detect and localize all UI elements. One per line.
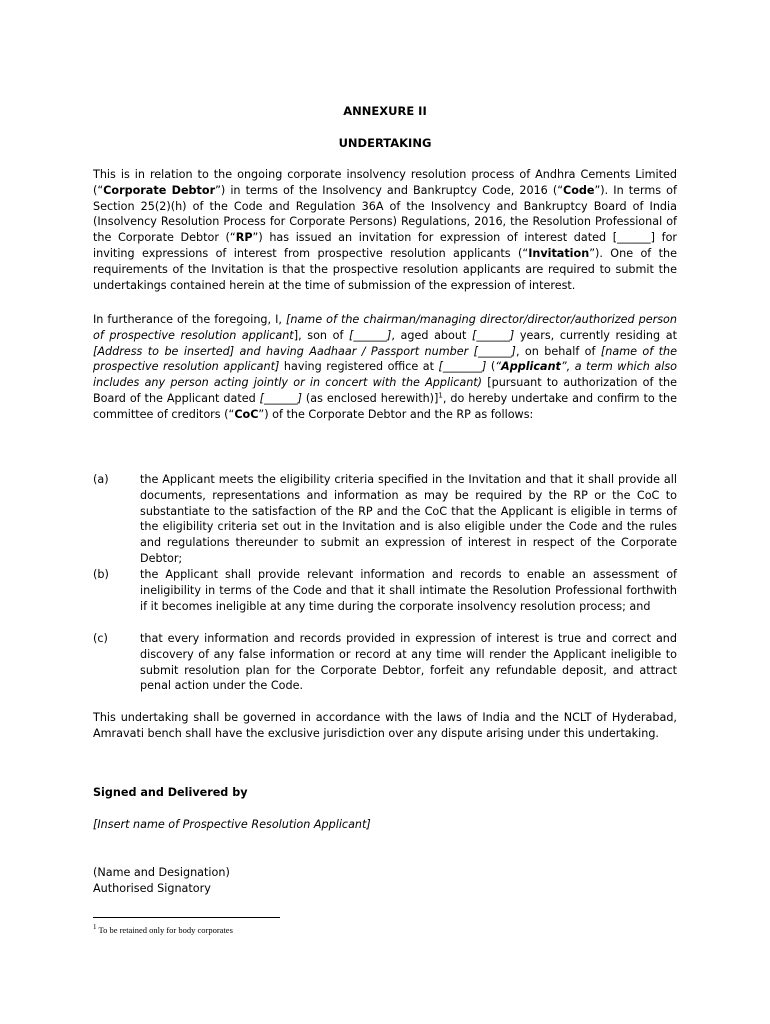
- list-item-text: the Applicant meets the eligibility criteria specified in the Invitation and that it shall provide all documents, representations and information as may be required by the RP or the CoC to substantiate to the satisfaction of the RP and the CoC that the Applicant is eligible in terms of the eligibility criteria set out in the Invitation and is also eligible under the Code and the rules and regulations thereunder to submit an expression of interest in respect of the Corporate Debtor;: [140, 473, 677, 565]
- footnote-divider: [93, 917, 280, 918]
- term-rp: RP: [235, 231, 253, 245]
- intro-paragraph: This is in relation to the ongoing corporate insolvency resolution process of Andhra Cements Limited (“Corporate Debtor”) in terms of the Insolvency and Bankruptcy Code, 2016 (“Code”). In terms of Section 25(2)(h) of the Code and Regulation 36A of the Insolvency and Bankruptcy Board of India (Insolvency Resolution Process for Corporate Persons) Regulations, 2016, the Resolution Professional of the Corporate Debtor (“RP”) has issued an invitation for expression of interest dated [______] for inviting expressions of interest from prospective resolution applicants (“Invitation”). One of the requirements of the Invitation is that the prospective resolution applicants are required to submit the undertakings contained herein at the time of submission of the expression of interest.: [93, 168, 678, 292]
- list-item-label: (c): [93, 632, 108, 645]
- governing-law-paragraph: This undertaking shall be governed in accordance with the laws of India and the NCLT of Hyderabad, Amravati bench shall have the exclusive jurisdiction over any dispute arising under this undertaking.: [93, 711, 677, 740]
- authorised-signatory-line: Authorised Signatory: [93, 882, 211, 895]
- list-item-text: that every information and records provided in expression of interest is true and correct and discovery of any false information or record at any time will render the Applicant ineligible to submit resolution plan for the Corporate Debtor, forfeit any refundable deposit, and attract penal action under the Code.: [140, 632, 677, 693]
- term-code: Code: [563, 183, 595, 197]
- applicant-name-placeholder: [Insert name of Prospective Resolution Applicant]: [93, 818, 371, 831]
- footnote-text: To be retained only for body corporates: [96, 925, 233, 935]
- footnote-reference: 1: [438, 391, 443, 400]
- name-designation-line: (Name and Designation): [93, 866, 230, 879]
- footnote: [93, 925, 233, 936]
- term-corporate-debtor: Corporate Debtor: [103, 183, 216, 197]
- list-item-label: (a): [93, 473, 109, 486]
- term-invitation: Invitation: [528, 246, 590, 260]
- footnote-number: 1: [93, 923, 97, 932]
- undertaking-title: UNDERTAKING: [338, 136, 432, 150]
- term-coc: CoC: [234, 407, 259, 421]
- annexure-heading: ANNEXURE II: [343, 104, 427, 118]
- furtherance-paragraph: In furtherance of the foregoing, I, [name of the chairman/managing director/director/authorized person of prospective resolution applicant], son of [______], aged about [______] years, currently residing at [Address to be inserted] and having Aadhaar / Passport number [______], on behalf of [name of the prospective resolution applicant] having registered office at [_______] (“Applicant”, a term which also includes any person acting jointly or in concert with the Applicant) [pursuant to authorization of the Board of the Applicant dated [______] (as enclosed herewith)]$^1$, do hereby undertake and confirm to the committee of creditors (“CoC”) of the Corporate Debtor and the RP as follows:: [93, 313, 678, 421]
- list-item-text: the Applicant shall provide relevant information and records to enable an assessment of ineligibility in terms of the Code and that it shall intimate the Resolution Professional forthwith if it becomes ineligible at any time during the corporate insolvency resolution process; and: [140, 568, 677, 613]
- term-applicant: Applicant: [501, 360, 561, 374]
- signed-delivered-heading: Signed and Delivered by: [93, 786, 248, 799]
- list-item-label: (b): [93, 568, 109, 581]
